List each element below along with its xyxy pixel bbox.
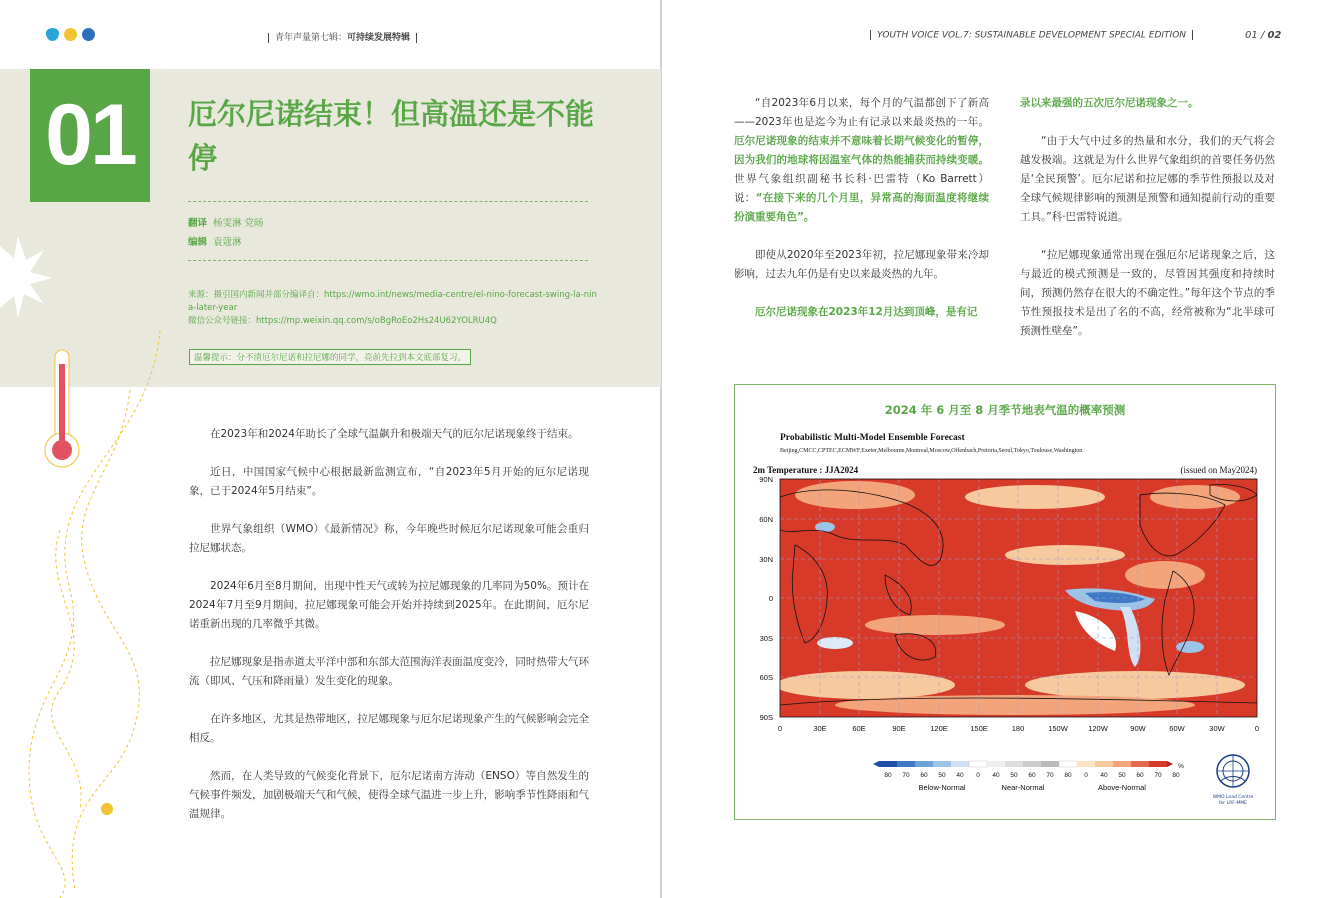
editor-name: 袁蔻淋 bbox=[213, 237, 242, 248]
wmo-credit: WMO Lead Centre for LRF-MME bbox=[1212, 795, 1254, 806]
colorbar-tick: 40 bbox=[956, 772, 964, 779]
lon-tick: 90W bbox=[1130, 724, 1146, 733]
lat-tick: 60N bbox=[759, 515, 773, 524]
lat-tick: 60S bbox=[759, 673, 773, 682]
lat-tick: 90S bbox=[759, 713, 773, 722]
page-current: 01 bbox=[1245, 30, 1258, 41]
article-number: 01 bbox=[30, 69, 150, 202]
lon-tick: 150E bbox=[970, 724, 988, 733]
above-normal-label: Above-Normal bbox=[1098, 783, 1146, 792]
gear-icon bbox=[82, 28, 95, 41]
colorbar-tick: 60 bbox=[1136, 772, 1144, 779]
near-normal-label: Near-Normal bbox=[1001, 783, 1045, 792]
right-column-2 bbox=[1020, 94, 1275, 360]
body-paragraph: 近日，中国国家气候中心根据最新监测宣布，“自2023年5月开始的厄尔尼诺现象，已于2024年5月结束”。 bbox=[189, 466, 589, 497]
thermometer-icon bbox=[40, 348, 84, 473]
wmo-logo bbox=[1209, 753, 1257, 807]
body-paragraph: “拉尼娜现象通常出现在强厄尔尼诺现象之后，这与最近的模式预测是一致的，尽管因其强度和持续时间，预测仍然存在很大的不确定性。”每年这个节点的季节性预报技术是出了名的不高，经常被称为“北半球可预测性壁垒”。 bbox=[1020, 249, 1275, 337]
body-paragraph: 即使从2020年至2023年初，拉尼娜现象带来冷却影响，过去九年仍是有史以来最炎热的九年。 bbox=[734, 249, 989, 280]
lon-tick: 150W bbox=[1048, 724, 1068, 733]
sun-icon bbox=[64, 28, 77, 41]
colorbar-tick: 70 bbox=[902, 772, 910, 779]
colorbar-tick: 80 bbox=[884, 772, 892, 779]
translator-label: 翻译 bbox=[188, 218, 208, 229]
body-paragraph: 在2023年和2024年助长了全球气温飙升和极端天气的厄尔尼诺现象终于结束。 bbox=[210, 428, 579, 440]
body-paragraph: 然而，在人类导致的气候变化背景下，厄尔尼诺南方涛动（ENSO）等自然发生的气候事件频发，加剧极端天气和气候，使得全球气温进一步上升，影响季节性降雨和气温规律。 bbox=[189, 770, 589, 820]
highlight-text: 厄尔尼诺现象的结束并不意味着长期气候变化的暂停，因为我们的地球将因温室气体的热能捕获而持续变暖。 bbox=[734, 135, 989, 166]
decorative-burst-icon bbox=[0, 228, 60, 328]
figure-issued: (issued on May2024) bbox=[1180, 465, 1257, 475]
highlight-quote: “在接下来的几个月里，异常高的海面温度将继续扮演重要角色”。 bbox=[734, 192, 989, 223]
lon-tick: 120W bbox=[1088, 724, 1108, 733]
lon-tick: 0 bbox=[1254, 724, 1260, 733]
running-head-prefix: 青年声量第七辑： bbox=[275, 33, 348, 43]
forecast-map bbox=[735, 385, 1275, 819]
running-head-bold: 可持续发展特辑 bbox=[347, 33, 411, 43]
lon-tick: 180 bbox=[1011, 724, 1025, 733]
divider-top bbox=[188, 201, 588, 202]
body-paragraph-highlight: 录以来最强的五次厄尔尼诺现象之一。 bbox=[1020, 97, 1199, 109]
article-title: 厄尔尼诺结束！但高温还是不能停 bbox=[188, 97, 595, 175]
page-separator: / bbox=[1257, 30, 1268, 41]
right-column-1 bbox=[734, 94, 989, 341]
left-body-text bbox=[189, 425, 589, 843]
divider-bottom bbox=[188, 260, 588, 261]
translator-names: 杨雯淋 党旸 bbox=[213, 218, 264, 229]
colorbar-tick: 0 bbox=[976, 772, 980, 779]
translator-credit bbox=[188, 215, 264, 229]
body-paragraph: 世界气象组织（WMO）《最新情况》称，今年晚些时候厄尔尼诺现象可能会重归拉尼娜状态。 bbox=[189, 523, 589, 554]
colorbar-tick: 80 bbox=[1064, 772, 1072, 779]
running-head-right bbox=[864, 30, 1199, 41]
drop-icon bbox=[46, 28, 59, 41]
colorbar-tick: 40 bbox=[1100, 772, 1108, 779]
colorbar-tick: 50 bbox=[1010, 772, 1018, 779]
colorbar-tick: 40 bbox=[992, 772, 1000, 779]
decorative-dot bbox=[101, 803, 113, 815]
lat-tick: 0 bbox=[768, 594, 773, 603]
body-paragraph: “由于大气中过多的热量和水分，我们的天气将会越发极端。这就是为什么世界气象组织的首要任务仍然是‘全民预警’。厄尔尼诺和拉尼娜的季节性预报以及对全球气候规律影响的预测是预警和通知提前行动的重要工具。”科·巴雷特说道。 bbox=[1020, 135, 1275, 223]
running-head-english: YOUTH VOICE VOL.7: SUSTAINABLE DEVELOPMENT SPECIAL EDITION bbox=[877, 30, 1187, 41]
lon-tick: 0 bbox=[777, 724, 783, 733]
lon-tick: 60W bbox=[1169, 724, 1185, 733]
below-normal-label: Below-Normal bbox=[918, 783, 966, 792]
editor-label: 编辑 bbox=[188, 237, 208, 248]
lon-tick: 60E bbox=[852, 724, 866, 733]
colorbar-tick: 80 bbox=[1172, 772, 1180, 779]
figure-centres: Beijing,CMCC,CPTEC,ECMWF,Exeter,Melbourne,Montreal,Moscow,Offenbach,Pretoria,Seoul,Tokyo,Toulouse,Washington bbox=[780, 448, 1083, 454]
wmo-emblem-icon bbox=[1215, 753, 1251, 789]
colorbar-tick: 70 bbox=[1046, 772, 1054, 779]
colorbar-unit: % bbox=[1178, 763, 1184, 770]
figure-variable: 2m Temperature : JJA2024 bbox=[753, 465, 859, 475]
colorbar-tick: 0 bbox=[1084, 772, 1088, 779]
page-total: 02 bbox=[1267, 30, 1282, 41]
brand-dots bbox=[46, 28, 95, 41]
lon-tick: 90E bbox=[892, 724, 906, 733]
colorbar-tick: 50 bbox=[938, 772, 946, 779]
quote-attribution: 世界气象组织副秘书长科·巴雷特（Ko Barrett）说： bbox=[734, 173, 989, 204]
source-link[interactable]: 来源：摄引国内新闻并部分编译自：https://wmo.int/news/media-centre/el-nino-forecast-swing-la-nina-later-year bbox=[188, 290, 597, 313]
lat-tick: 30N bbox=[759, 555, 773, 564]
figure-title: 2024 年 6 月至 8 月季节地表气温的概率预测 bbox=[884, 403, 1126, 417]
colorbar-tick: 50 bbox=[1118, 772, 1126, 779]
body-paragraph: 在许多地区，尤其是热带地区，拉尼娜现象与厄尔尼诺现象产生的气候影响会完全相反。 bbox=[189, 713, 589, 744]
colorbar-tick: 60 bbox=[1028, 772, 1036, 779]
right-page bbox=[662, 0, 1323, 898]
colorbar-tick: 60 bbox=[920, 772, 928, 779]
body-paragraph-highlight: 厄尔尼诺现象在2023年12月达到顶峰，是有记 bbox=[755, 306, 978, 318]
colorbar-tick: 70 bbox=[1154, 772, 1162, 779]
wechat-link[interactable]: 微信公众号链接：https://mp.weixin.qq.com/s/oBgRoEo2Hs24U62YOLRU4Q bbox=[188, 316, 497, 326]
reading-tip: 温馨提示：分不清厄尔尼诺和拉尼娜的同学，亮前先拉到本文底部复习。 bbox=[189, 349, 471, 365]
page-number bbox=[1245, 30, 1281, 41]
quote-text: “自2023年6月以来，每个月的气温都创下了新高——2023年也是迄今为止有记录以来最炎热的一年。 bbox=[734, 97, 989, 128]
source-block bbox=[188, 289, 598, 328]
lat-tick: 90N bbox=[759, 475, 773, 484]
body-paragraph: 拉尼娜现象是指赤道太平洋中部和东部大范围海洋表面温度变冷，同时热带大气环流（即风、气压和降雨量）发生变化的现象。 bbox=[189, 656, 589, 687]
colorbar bbox=[873, 761, 1173, 767]
lat-tick: 30S bbox=[759, 634, 773, 643]
figure-heading: Probabilistic Multi-Model Ensemble Forecast bbox=[780, 433, 965, 443]
decorative-lines-icon bbox=[0, 330, 180, 898]
forecast-figure bbox=[734, 384, 1276, 820]
lon-tick: 30E bbox=[813, 724, 827, 733]
editor-credit bbox=[188, 234, 242, 248]
left-page bbox=[0, 0, 661, 898]
body-paragraph bbox=[734, 94, 989, 227]
lon-tick: 120E bbox=[930, 724, 948, 733]
lon-tick: 30W bbox=[1209, 724, 1225, 733]
body-paragraph: 2024年6月至8月期间，出现中性天气或转为拉尼娜现象的几率同为50%。预计在2024年7月至9月期间，拉尼娜现象可能会开始并持续到2025年。在此期间，厄尔尼诺重新出现的几率微乎其微。 bbox=[189, 580, 589, 630]
running-head-left bbox=[262, 30, 423, 43]
